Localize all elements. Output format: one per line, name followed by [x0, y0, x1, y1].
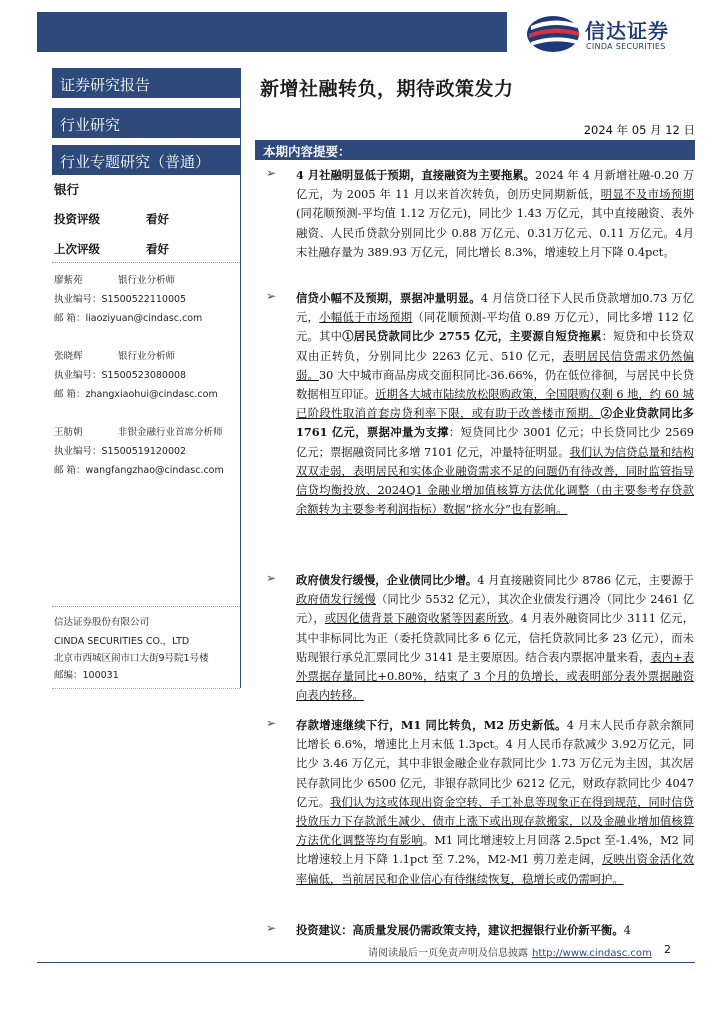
analyst-email[interactable]: 邮 箱：liaoziyuan@cindasc.com [54, 313, 203, 324]
text-run: 上涨下或出现存款搬家，以及金融业增加值核算方法优化调整等均有 [296, 815, 694, 848]
footer-disclaimer: 请阅读最后一页免责声明及信息披露 [368, 948, 528, 959]
text-run: ：短贷同比少 3001 亿元；中长贷同比少 2569 亿元； [296, 426, 694, 459]
subcategory-band [52, 145, 240, 175]
text-run: 存款增速继续下行，M1 同比转负，M2 历史新低。 [296, 718, 567, 732]
text-run: 主要源于 [648, 574, 694, 587]
report-subcategory: 行业专题研究（普通） [60, 153, 211, 171]
text-run: 万亿元、0.11 万亿元。4月末社融存量为 389.93 万亿元，同比增长 8.3%， [296, 226, 694, 259]
company-name-cn: 信达证券股份有限公司 [54, 617, 150, 628]
text-run: 额同比增长 6.6%，增速比上月末低 1.3pct。4 月人民币存款减少 3.92 [296, 719, 694, 752]
text-run: 贷利率下限，或有助于改善楼市预期。 [401, 407, 601, 421]
summary-header-band [255, 140, 695, 160]
text-run: 30 大中城市商品房成交面积同比 [318, 368, 487, 382]
analyst-name: 廖紫苑 [54, 275, 83, 286]
text-run: 票据融资同比多增 7101 亿元，冲量特征明显。 [329, 445, 570, 459]
bullet-arrow-icon: ➢ [266, 289, 277, 303]
report-date: 2024 年 05 月 12 日 [583, 123, 695, 137]
text-run: 。M1 同比增速较上月回落 2.5pct 至-1.4%，M2 同比增速较上月下 [296, 834, 694, 867]
company-logo [525, 12, 697, 56]
text-run: 前居民和企业信心有待继续恢复，稳增长或仍需呵护。 [352, 872, 624, 886]
sector-label: 银行 [54, 182, 80, 197]
bullet-paragraph [296, 921, 694, 940]
sidebar-border [240, 68, 241, 688]
cinda-logo-icon [525, 14, 581, 54]
text-run: 信贷小幅不及预期，票据冲量明显。 [296, 291, 481, 305]
company-name-en: CINDA SECURITIES CO.，LTD [54, 636, 190, 647]
text-run: 同时监管指导信贷均衡投放、2024Q1 金融业增加值核算方法优化调整 [296, 464, 694, 498]
text-run: -0.20 万亿元，为 2005 年 11 月以来首次转负，创历史同期新低， [296, 169, 694, 202]
text-run: 4 月直接融资同比少 8786 亿元， [477, 574, 649, 587]
text-run: 补息等现象正在得到规范，同时信贷投放压力下存款派生减少、债市 [296, 795, 694, 829]
text-run: 降 1.1pct 至 7.2%，M2-M1 剪刀差走阔， [376, 853, 603, 867]
text-run: 表明居民信贷需求仍然偏弱。 [296, 349, 694, 382]
text-run: 。4 月表外 [508, 612, 566, 626]
text-run: 拖累 [578, 329, 602, 344]
text-run: 4 月末人民币存款余 [566, 719, 672, 732]
text-run: (同花顺预测-平均值 1.12 万亿元)，同比少 1.43 万亿元， [296, 207, 592, 221]
text-run: 其中直接融资、表外融资、人民币贷款分别同比少 0.88 万亿元、0.31 [296, 207, 694, 240]
text-run: 4 月信贷口径下人民币贷款增加 [480, 292, 643, 305]
bullet-paragraph [296, 716, 694, 889]
text-run: 4 月社融明显低于预期，直接融资为主要拖累。 [296, 168, 536, 182]
analyst-email[interactable]: 邮 箱：wangfangzhao@cindasc.com [54, 465, 224, 476]
text-run: （同比少 2461 亿元）， [296, 593, 694, 626]
logo-cn-text: 信达证券 [585, 19, 669, 43]
text-run: 票据冲量为支撑 [366, 425, 449, 440]
text-run: -36.66%，仍在低位徘徊，与居民中长贷数据相互印证。 [296, 368, 694, 402]
text-run: 增速较上月下降 0.4pct。 [544, 245, 675, 259]
text-run: 了 3 个月的负增长，或表明部分表外票据融资向表内转移。 [296, 670, 694, 703]
bullet-paragraph [296, 166, 694, 262]
text-run: 4 [623, 924, 631, 937]
text-run: 表内+表外票据存量同比+0.80%，结束 [296, 650, 694, 684]
text-run: 信托贷款同比多 23 亿元），而未贴现银行承兑汇票同比少 3141 是主要 [296, 631, 694, 664]
company-postcode: 邮编：100031 [54, 670, 119, 681]
bullet-arrow-icon: ➢ [266, 716, 277, 730]
prev-rating-value: 看好 [146, 242, 169, 256]
text-run: 不及市场预期 [624, 188, 694, 202]
report-type-band [52, 68, 240, 98]
text-run: 同比多增 112 亿元。其中 [296, 311, 694, 344]
text-run: （同花顺预测-平均值 0.89 万亿元）， [412, 311, 607, 325]
text-run: 我们认为信贷总量和结 [569, 445, 683, 459]
sidebar-divider [52, 606, 240, 607]
text-run: 明显 [600, 188, 625, 202]
text-run: 0.73 万亿元， [296, 292, 694, 325]
analyst-name: 张晓辉 [54, 351, 83, 362]
sidebar-divider [52, 262, 240, 263]
bullet-paragraph [296, 289, 694, 519]
prev-rating-label: 上次评级 [54, 242, 100, 256]
page-number: 2 [664, 943, 671, 956]
analyst-name: 王舫朝 [54, 427, 83, 438]
text-run: （同比少 5532 亿元），其次企业债发行遇冷 [376, 593, 601, 607]
text-run: 近期各大城市 [375, 388, 444, 402]
text-run: 我们认为这或体现出资金空转、手工 [330, 795, 513, 809]
analyst-license: 执业编号：S1500523080008 [54, 370, 187, 381]
footer-divider [37, 962, 695, 963]
analyst-role: 银行业分析师 [118, 351, 176, 362]
text-run: ②企业贷款同比多 1761 亿元， [296, 406, 694, 440]
text-run: 小幅低于市场预期 [319, 311, 413, 325]
text-run: ①居民贷款同比少 2755 亿元，主要源自短贷 [342, 329, 579, 344]
logo-en-text: CINDA SECURITIES [586, 42, 666, 51]
company-address: 北京市西城区闹市口大街9号院1号楼 [54, 653, 209, 664]
text-run: 融资同比少 3111 亿元，其中非标同比为正（委托贷款同比多 6 亿元， [296, 612, 694, 645]
bullet-arrow-icon: ➢ [266, 166, 277, 180]
text-run: 或因化债背景下融资收紧等因素所致 [324, 612, 509, 626]
text-run: 投资建议：高质量发展仍需政策支持，建议把握银行业价新平衡。 [296, 923, 624, 937]
text-run: 2024 年 4 月新增社融 [535, 169, 651, 182]
category-band [52, 108, 240, 138]
bullet-arrow-icon: ➢ [266, 921, 277, 935]
analyst-license: 执业编号：S1500519120002 [54, 446, 187, 457]
analyst-email[interactable]: 邮 箱：zhangxiaohui@cindasc.com [54, 389, 218, 400]
text-run: 影响 [399, 834, 423, 848]
analyst-role: 非银金融行业首席分析师 [118, 427, 223, 438]
bullet-arrow-icon: ➢ [266, 571, 277, 585]
text-run: 构双双走弱，表明居民和实体企业融资需求不足的问题仍有待改善， [296, 445, 694, 478]
analyst-license: 执业编号：S1500522110005 [54, 294, 187, 305]
rating-label: 投资评级 [54, 212, 100, 226]
text-run: 反映出资金活化效率偏低，当 [296, 853, 694, 886]
analyst-role: 银行业分析师 [118, 275, 176, 286]
text-run: ：短贷和中长贷双双由正转负，分别同比少 2263 亿元、510 亿元， [296, 330, 694, 363]
summary-header: 本期内容提要： [263, 144, 351, 159]
text-run: 政府债发行缓慢 [296, 593, 376, 607]
text-run: 有影响。 [522, 503, 568, 517]
text-run: （由主要参考存贷款余额转为主要参考利润指标）数据“挤水分”也 [296, 484, 694, 517]
text-run: 政府债发行缓慢，企业债同比少增。 [296, 573, 478, 587]
bullet-paragraph [296, 571, 694, 705]
report-type: 证券研究报告 [60, 76, 151, 94]
rating-value: 看好 [146, 212, 169, 226]
sidebar-divider [52, 688, 240, 689]
footer [368, 944, 652, 959]
text-run: 元为主因，其次居民存款同比少 6500 亿元，非银存款同比少 6212 亿 [296, 757, 694, 790]
header-band [37, 12, 507, 52]
text-run: 万亿元，同比少 3.46 万亿元，其中非银金融企业存款同比少 1.73 万亿 [296, 738, 694, 771]
text-run: 陆续放松限购政策，全国限购仅剩 6 地，约 60 城已阶段性取消首套房 [296, 388, 694, 421]
text-run: 原因。结合表内票据冲量来看， [491, 650, 651, 664]
text-run: 元，财政存款同比少 4047 亿元。 [296, 776, 695, 809]
report-category: 行业研究 [60, 116, 121, 134]
footer-url-link[interactable]: http://www.cindasc.com [532, 948, 652, 959]
report-title: 新增社融转负，期待政策发力 [260, 78, 514, 100]
